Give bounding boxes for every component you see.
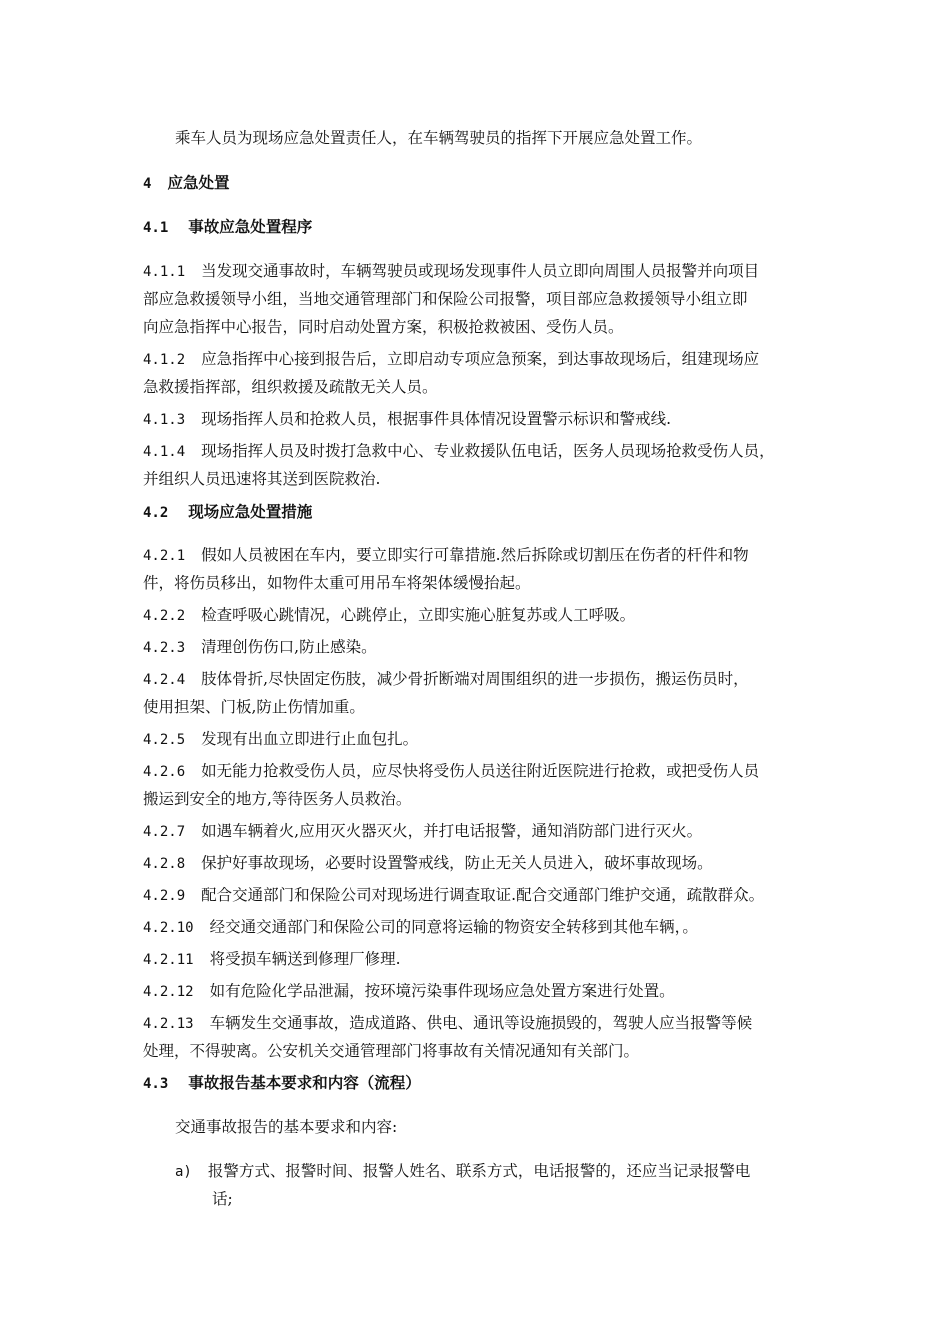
item-number: 4.2.6 [143, 764, 186, 780]
item-number: 4.2.1 [143, 548, 186, 564]
intro-paragraph: 乘车人员为现场应急处置责任人，在车辆驾驶员的指挥下开展应急处置工作。 [175, 129, 703, 147]
list-item-text: 报警方式、报警时间、报警人姓名、联系方式，电话报警的，还应当记录报警电 [207, 1162, 751, 1180]
section-title: 现场应急处置措施 [188, 502, 313, 521]
item-text: 肢体骨折,尽快固定伤肢，减少骨折断端对周围组织的进一步损伤，搬运伤员时， [201, 670, 749, 688]
item-4-2-4 [143, 669, 749, 690]
item-4-2-6-line-2: 搬运到安全的地方,等待医务人员救治。 [143, 790, 412, 808]
item-4-1-2 [143, 349, 759, 370]
item-4-1-1-line-3: 向应急指挥中心报告，同时启动处置方案，积极抢救被困、受伤人员。 [143, 318, 624, 336]
item-4-2-1 [143, 545, 749, 566]
item-number: 4.2.5 [143, 732, 186, 748]
section-number: 4.3 [143, 1076, 169, 1092]
item-4-1-1-line-2: 部应急救援领导小组，当地交通管理部门和保险公司报警，项目部应急救援领导小组立即 [143, 290, 748, 308]
item-4-2-6 [143, 761, 759, 782]
item-4-2-12 [143, 981, 675, 1002]
item-4-2-2 [143, 605, 635, 626]
item-4-2-13 [143, 1013, 752, 1034]
item-text: 将受损车辆送到修理厂修理. [209, 950, 401, 968]
item-4-2-13-line-2: 处理，不得驶离。公安机关交通管理部门将事故有关情况通知有关部门。 [143, 1042, 640, 1060]
section-4-2-heading [143, 502, 312, 523]
section-title: 事故报告基本要求和内容（流程） [188, 1073, 421, 1092]
section-4-3-heading [143, 1073, 421, 1094]
item-4-2-1-line-2: 件，将伤员移出，如物件太重可用吊车将架体缓慢抬起。 [143, 574, 531, 592]
list-item-a-line-2: 话; [212, 1190, 233, 1208]
item-number: 4.2.3 [143, 640, 186, 656]
item-4-1-1 [143, 261, 759, 282]
item-number: 4.2.13 [143, 1016, 194, 1032]
item-text: 现场指挥人员和抢救人员，根据事件具体情况设置警示标识和警戒线. [201, 410, 672, 428]
item-text: 清理创伤伤口,防止感染。 [201, 638, 377, 656]
item-4-1-2-line-2: 急救援指挥部，组织救援及疏散无关人员。 [143, 378, 438, 396]
item-4-1-4 [143, 441, 775, 462]
item-4-2-7 [143, 821, 702, 842]
item-text: 保护好事故现场，必要时设置警戒线，防止无关人员进入，破坏事故现场。 [201, 854, 713, 872]
item-4-1-3 [143, 409, 671, 430]
item-4-2-3 [143, 637, 377, 658]
item-text: 检查呼吸心跳情况，心跳停止，立即实施心脏复苏或人工呼吸。 [201, 606, 636, 624]
section-number: 4.1 [143, 220, 169, 236]
item-number: 4.2.7 [143, 824, 186, 840]
item-number: 4.2.9 [143, 888, 186, 904]
item-number: 4.2.4 [143, 672, 186, 688]
item-text: 配合交通部门和保险公司对现场进行调查取证.配合交通部门维护交通，疏散群众。 [201, 886, 765, 904]
item-text: 如遇车辆着火,应用灭火器灭火，并打电话报警，通知消防部门进行灭火。 [201, 822, 703, 840]
section-4-1-heading [143, 217, 312, 238]
item-text: 假如人员被困在车内，要立即实行可靠措施.然后拆除或切割压在伤者的杆件和物 [201, 546, 749, 564]
item-number: 4.1.4 [143, 444, 186, 460]
item-text: 现场指挥人员及时拨打急救中心、专业救援队伍电话，医务人员现场抢救受伤人员， [201, 442, 775, 460]
item-number: 4.1.2 [143, 352, 186, 368]
item-text: 经交通交通部门和保险公司的同意将运输的物资安全转移到其他车辆，。 [209, 918, 698, 936]
item-4-2-5 [143, 729, 418, 750]
item-text: 如有危险化学品泄漏，按环境污染事件现场应急处置方案进行处置。 [209, 982, 675, 1000]
item-4-2-10 [143, 917, 698, 938]
item-number: 4.2.11 [143, 952, 194, 968]
item-number: 4.2.8 [143, 856, 186, 872]
section-title: 应急处置 [167, 173, 230, 192]
item-text: 发现有出血立即进行止血包扎。 [201, 730, 419, 748]
item-4-1-4-line-2: 并组织人员迅速将其送到医院救治. [143, 470, 381, 488]
item-4-2-4-line-2: 使用担架、门板,防止伤情加重。 [143, 698, 365, 716]
item-number: 4.1.1 [143, 264, 186, 280]
item-text: 如无能力抢救受伤人员，应尽快将受伤人员送往附近医院进行抢救，或把受伤人员 [201, 762, 760, 780]
section-number: 4.2 [143, 505, 169, 521]
item-text: 当发现交通事故时，车辆驾驶员或现场发现事件人员立即向周围人员报警并向项目 [201, 262, 760, 280]
report-intro: 交通事故报告的基本要求和内容: [175, 1118, 398, 1136]
item-text: 应急指挥中心接到报告后，立即启动专项应急预案，到达事故现场后，组建现场应 [201, 350, 760, 368]
item-number: 4.2.12 [143, 984, 194, 1000]
item-number: 4.2.2 [143, 608, 186, 624]
item-4-2-8 [143, 853, 713, 874]
item-4-2-11 [143, 949, 401, 970]
item-text: 车辆发生交通事故，造成道路、供电、通讯等设施损毁的，驾驶人应当报警等候 [209, 1014, 753, 1032]
list-label: a) [175, 1164, 192, 1180]
section-4-heading [143, 173, 229, 194]
item-number: 4.2.10 [143, 920, 194, 936]
item-number: 4.1.3 [143, 412, 186, 428]
section-number: 4 [143, 176, 152, 192]
list-item-a [175, 1161, 750, 1182]
item-4-2-9 [143, 885, 764, 906]
section-title: 事故应急处置程序 [188, 217, 313, 236]
